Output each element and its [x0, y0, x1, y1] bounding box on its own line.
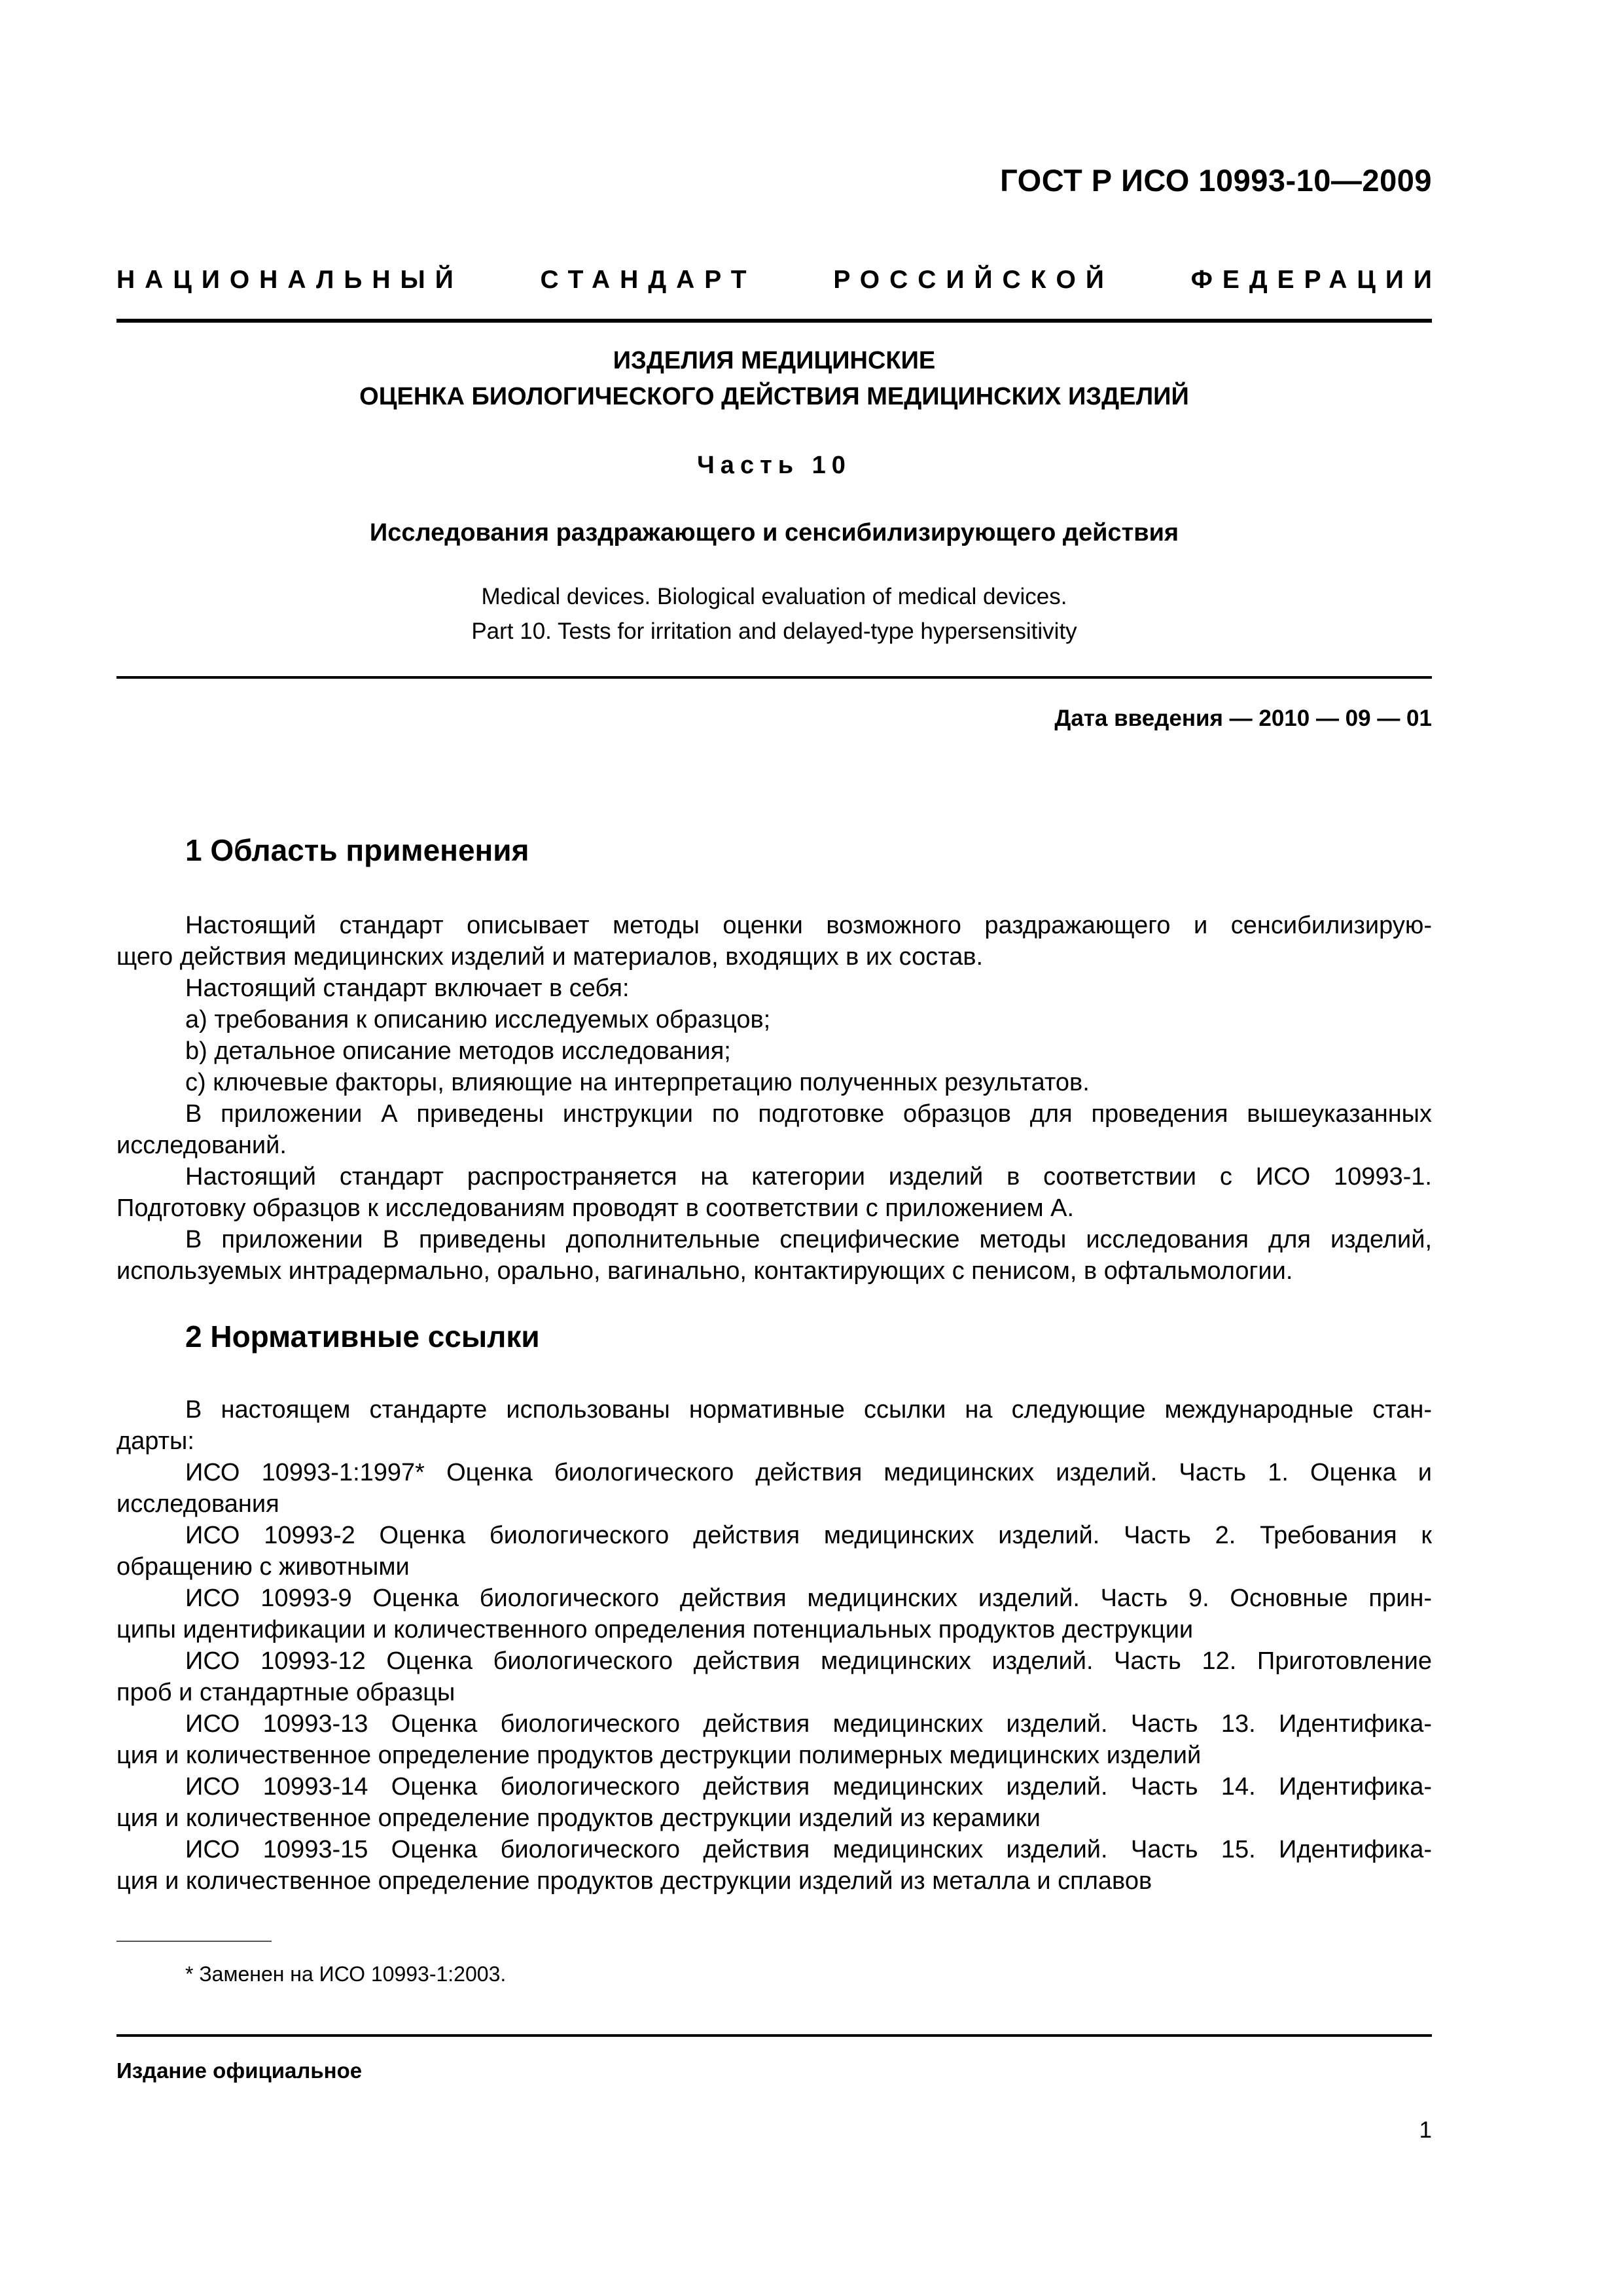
- reference-entry: ИСО 10993-13 Оценка биологического действия медицинских изделий. Часть 13. Идентифика-: [185, 1710, 1432, 1738]
- title-divider: [116, 676, 1432, 679]
- text-line: В приложении А приведены инструкции по подготовке образцов для проведения вышеуказанных: [185, 1100, 1432, 1128]
- english-title-line-1: Medical devices. Biological evaluation of medical devices.: [481, 584, 1067, 609]
- english-title-line-2: Part 10. Tests for irritation and delayed-type hypersensitivity: [471, 619, 1077, 644]
- section-1-heading: 1 Область применения: [185, 833, 529, 867]
- list-item: c) ключевые факторы, влияющие на интерпретацию полученных результатов.: [185, 1069, 1090, 1096]
- text-line: Настоящий стандарт распространяется на категории изделий в соответствии с ИСО 10993-1.: [185, 1163, 1432, 1191]
- text-line: используемых интрадермально, орально, вагинально, контактирующих с пенисом, в офтальмологии.: [116, 1257, 1293, 1285]
- text-line: исследования: [116, 1490, 279, 1518]
- text-line: Настоящий стандарт включает в себя:: [185, 975, 630, 1002]
- text-line: обращению с животными: [116, 1553, 410, 1581]
- standard-type-word: СТАНДАРТ: [540, 266, 757, 294]
- text-line: Подготовку образцов к исследованиям проводят в соответствии с приложением А.: [116, 1194, 1075, 1222]
- text-line: дарты:: [116, 1427, 194, 1455]
- reference-entry: ИСО 10993-14 Оценка биологического действия медицинских изделий. Часть 14. Идентифика-: [185, 1773, 1432, 1801]
- text-line: Настоящий стандарт описывает методы оценки возможного раздражающего и сенсибилизирую-: [185, 912, 1432, 939]
- section-1-body: [116, 910, 1432, 1287]
- text-line: В настоящем стандарте использованы нормативные ссылки на следующие международные стан-: [185, 1396, 1432, 1424]
- list-item: b) детальное описание методов исследования;: [185, 1037, 731, 1065]
- header-divider: [116, 319, 1432, 323]
- standard-type-word: ФЕДЕРАЦИИ: [1190, 266, 1442, 294]
- text-line: ципы идентификации и количественного определения потенциальных продуктов деструкции: [116, 1616, 1194, 1643]
- text-line: проб и стандартные образцы: [116, 1679, 455, 1706]
- list-item: a) требования к описанию исследуемых образцов;: [185, 1006, 771, 1033]
- footnote-divider: [116, 1941, 272, 1942]
- standard-type-word: НАЦИОНАЛЬНЫЙ: [116, 266, 463, 294]
- introduction-date: Дата введения — 2010 — 09 — 01: [1054, 706, 1432, 731]
- title-line-1: ИЗДЕЛИЯ МЕДИЦИНСКИЕ: [613, 347, 936, 374]
- footer-divider: [116, 2034, 1432, 2037]
- text-line: В приложении В приведены дополнительные специфические методы исследования для изделий,: [185, 1226, 1432, 1253]
- page-number: 1: [1419, 2117, 1432, 2143]
- reference-entry: ИСО 10993-2 Оценка биологического действия медицинских изделий. Часть 2. Требования к: [185, 1522, 1432, 1549]
- part-label: Часть 10: [697, 452, 851, 479]
- standard-type-word: РОССИЙСКОЙ: [833, 266, 1114, 294]
- text-line: исследований.: [116, 1132, 287, 1159]
- standard-type-heading: [116, 266, 1442, 295]
- document-number: ГОСТ Р ИСО 10993-10—2009: [1000, 163, 1432, 198]
- footnote: * Заменен на ИСО 10993-1:2003.: [185, 1962, 507, 1986]
- text-line: ция и количественное определение продуктов деструкции изделий из керамики: [116, 1804, 1041, 1832]
- reference-entry: ИСО 10993-12 Оценка биологического действия медицинских изделий. Часть 12. Приготовление: [185, 1647, 1432, 1675]
- title-line-2: ОЦЕНКА БИОЛОГИЧЕСКОГО ДЕЙСТВИЯ МЕДИЦИНСКИХ ИЗДЕЛИЙ: [359, 383, 1189, 410]
- edition-label: Издание официальное: [116, 2058, 363, 2083]
- text-line: ция и количественное определение продуктов деструкции изделий из металла и сплавов: [116, 1867, 1152, 1895]
- reference-entry: ИСО 10993-9 Оценка биологического действия медицинских изделий. Часть 9. Основные прин-: [185, 1585, 1432, 1612]
- reference-entry: ИСО 10993-15 Оценка биологического действия медицинских изделий. Часть 15. Идентифика-: [185, 1836, 1432, 1863]
- text-line: ция и количественное определение продуктов деструкции полимерных медицинских изделий: [116, 1742, 1202, 1769]
- subtitle: Исследования раздражающего и сенсибилизирующего действия: [369, 519, 1179, 547]
- reference-entry: ИСО 10993-1:1997* Оценка биологического действия медицинских изделий. Часть 1. Оценка и: [185, 1459, 1432, 1486]
- section-2-heading: 2 Нормативные ссылки: [185, 1319, 540, 1354]
- text-line: щего действия медицинских изделий и материалов, входящих в их состав.: [116, 943, 984, 971]
- section-2-body: [116, 1394, 1432, 1897]
